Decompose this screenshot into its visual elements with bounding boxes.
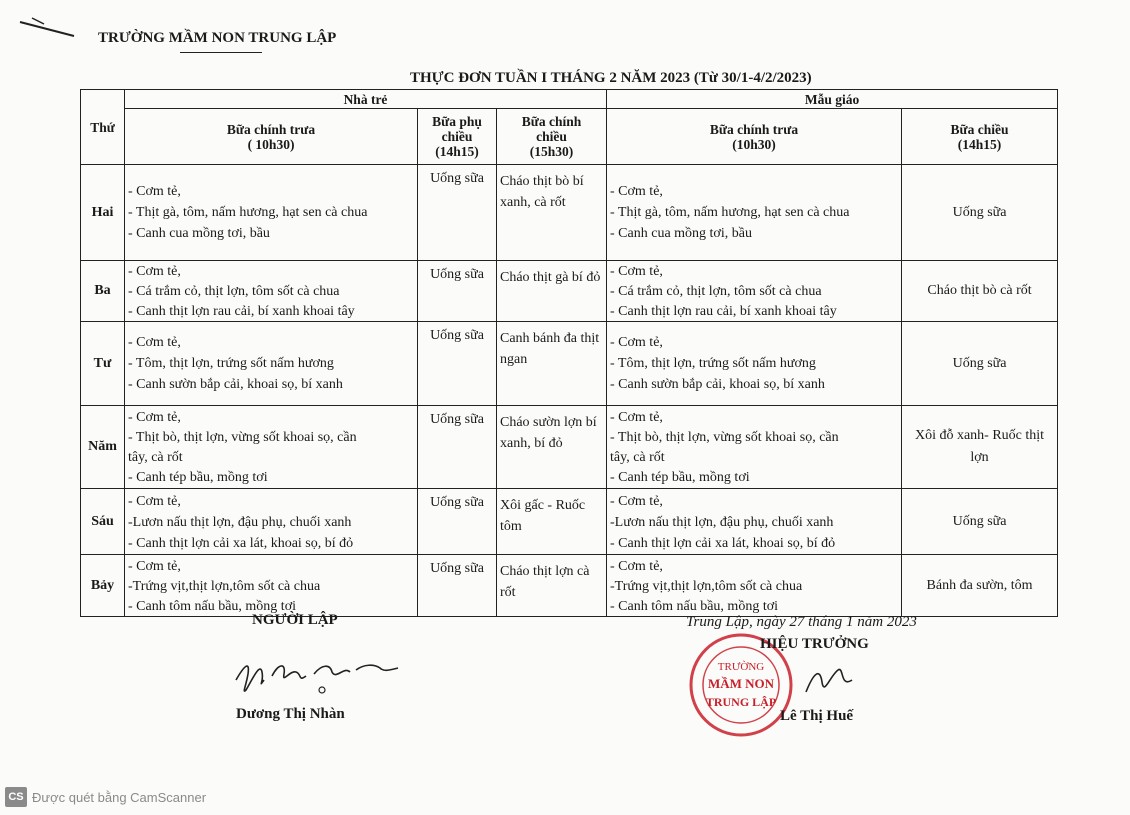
nt-main-meal: - Cơm tẻ, - Thịt gà, tôm, nấm hương, hạt sen cà chua - Canh cua mồng tơi, bầu xyxy=(125,165,418,261)
day-cell: Tư xyxy=(81,322,125,406)
nt-snack: Uống sữa xyxy=(418,489,497,555)
mg-afternoon-meal: Uống sữa xyxy=(902,322,1058,406)
day-cell: Bảy xyxy=(81,555,125,617)
principal-title: HIỆU TRƯỞNG xyxy=(760,636,869,652)
menu-title: THỰC ĐƠN TUẦN I THÁNG 2 NĂM 2023 (Từ 30/1-4/2/2023) xyxy=(410,70,812,86)
mg-afternoon-meal: Cháo thịt bò cà rốt xyxy=(902,261,1058,322)
nt-main-meal: - Cơm tẻ, - Cá trắm cỏ, thịt lợn, tôm sốt cà chua - Canh thịt lợn rau cải, bí xanh khoai tây xyxy=(125,261,418,322)
mg-main-meal: - Cơm tẻ, - Cá trắm cỏ, thịt lợn, tôm sốt cà chua - Canh thịt lợn rau cải, bí xanh khoai tây xyxy=(607,261,902,322)
nt-main-meal: - Cơm tẻ, -Lươn nấu thịt lợn, đậu phụ, chuối xanh - Canh thịt lợn cải xa lát, khoai sọ, bí đỏ xyxy=(125,489,418,555)
sign-date: Trung Lập, ngày 27 tháng 1 năm 2023 xyxy=(686,614,917,630)
nt-afternoon-meal: Canh bánh đa thịt ngan xyxy=(497,322,607,406)
table-row xyxy=(81,489,1058,555)
day-cell: Năm xyxy=(81,406,125,489)
nt-snack: Uống sữa xyxy=(418,406,497,489)
col-header-nt-main: Bữa chính trưa ( 10h30) xyxy=(125,109,418,165)
group-header-nha-tre: Nhà trẻ xyxy=(125,90,607,109)
weekly-menu-table xyxy=(80,89,1058,617)
group-header-mau-giao: Mẫu giáo xyxy=(607,90,1058,109)
stamp-line-2: MẦM NON xyxy=(707,676,775,691)
mg-afternoon-meal: Bánh đa sườn, tôm xyxy=(902,555,1058,617)
nt-afternoon-meal: Cháo thịt bò bí xanh, cà rốt xyxy=(497,165,607,261)
col-header-nt-afternoon: Bữa chính chiều (15h30) xyxy=(497,109,607,165)
nt-snack: Uống sữa xyxy=(418,322,497,406)
preparer-signature xyxy=(232,650,412,700)
principal-name: Lê Thị Huế xyxy=(780,708,854,724)
mg-afternoon-meal: Xôi đỗ xanh- Ruốc thịt lợn xyxy=(902,406,1058,489)
nt-snack: Uống sữa xyxy=(418,261,497,322)
nt-snack: Uống sữa xyxy=(418,165,497,261)
preparer-name: Dương Thị Nhàn xyxy=(236,706,345,722)
preparer-title: NGƯỜI LẬP xyxy=(252,612,338,628)
col-header-mg-afternoon: Bữa chiều (14h15) xyxy=(902,109,1058,165)
table-row xyxy=(81,322,1058,406)
table-row xyxy=(81,261,1058,322)
scan-corner-mark xyxy=(18,14,78,40)
school-name-underline xyxy=(180,52,262,53)
day-cell: Hai xyxy=(81,165,125,261)
table-row xyxy=(81,406,1058,489)
mg-afternoon-meal: Uống sữa xyxy=(902,489,1058,555)
nt-main-meal: - Cơm tẻ, - Tôm, thịt lợn, trứng sốt nấm hương - Canh sườn bắp cải, khoai sọ, bí xanh xyxy=(125,322,418,406)
stamp-line-3: TRUNG LẬP xyxy=(705,695,777,709)
col-header-nt-snack: Bữa phụ chiều (14h15) xyxy=(418,109,497,165)
stamp-line-1: TRƯỜNG xyxy=(717,661,765,673)
table-row xyxy=(81,555,1058,617)
mg-main-meal: - Cơm tẻ, - Thịt bò, thịt lợn, vừng sốt khoai sọ, cần tây, cà rốt - Canh tép bầu, mồng tơi xyxy=(607,406,902,489)
col-header-mg-main: Bữa chính trưa (10h30) xyxy=(607,109,902,165)
school-name: TRƯỜNG MẦM NON TRUNG LẬP xyxy=(98,30,337,46)
mg-main-meal: - Cơm tẻ, - Tôm, thịt lợn, trứng sốt nấm hương - Canh sườn bắp cải, khoai sọ, bí xanh xyxy=(607,322,902,406)
nt-main-meal: - Cơm tẻ, - Thịt bò, thịt lợn, vừng sốt khoai sọ, cần tây, cà rốt - Canh tép bầu, mồng tơi xyxy=(125,406,418,489)
nt-afternoon-meal: Cháo thịt gà bí đỏ xyxy=(497,261,607,322)
principal-signature xyxy=(800,662,860,702)
mg-afternoon-meal: Uống sữa xyxy=(902,165,1058,261)
nt-main-meal: - Cơm tẻ, -Trứng vịt,thịt lợn,tôm sốt cà chua - Canh tôm nấu bầu, mồng tơi xyxy=(125,555,418,617)
camscanner-logo: CS xyxy=(5,787,27,807)
nt-afternoon-meal: Cháo thịt lợn cà rốt xyxy=(497,555,607,617)
nt-afternoon-meal: Cháo sườn lợn bí xanh, bí đỏ xyxy=(497,406,607,489)
day-cell: Ba xyxy=(81,261,125,322)
table-row xyxy=(81,165,1058,261)
mg-main-meal: - Cơm tẻ, -Trứng vịt,thịt lợn,tôm sốt cà chua - Canh tôm nấu bầu, mồng tơi xyxy=(607,555,902,617)
mg-main-meal: - Cơm tẻ, -Lươn nấu thịt lợn, đậu phụ, chuối xanh - Canh thịt lợn cải xa lát, khoai sọ, bí đỏ xyxy=(607,489,902,555)
day-cell: Sáu xyxy=(81,489,125,555)
nt-afternoon-meal: Xôi gấc - Ruốc tôm xyxy=(497,489,607,555)
camscanner-watermark: Được quét bằng CamScanner xyxy=(32,790,207,805)
mg-main-meal: - Cơm tẻ, - Thịt gà, tôm, nấm hương, hạt sen cà chua - Canh cua mồng tơi, bầu xyxy=(607,165,902,261)
nt-snack: Uống sữa xyxy=(418,555,497,617)
day-column-header: Thứ xyxy=(81,90,125,165)
